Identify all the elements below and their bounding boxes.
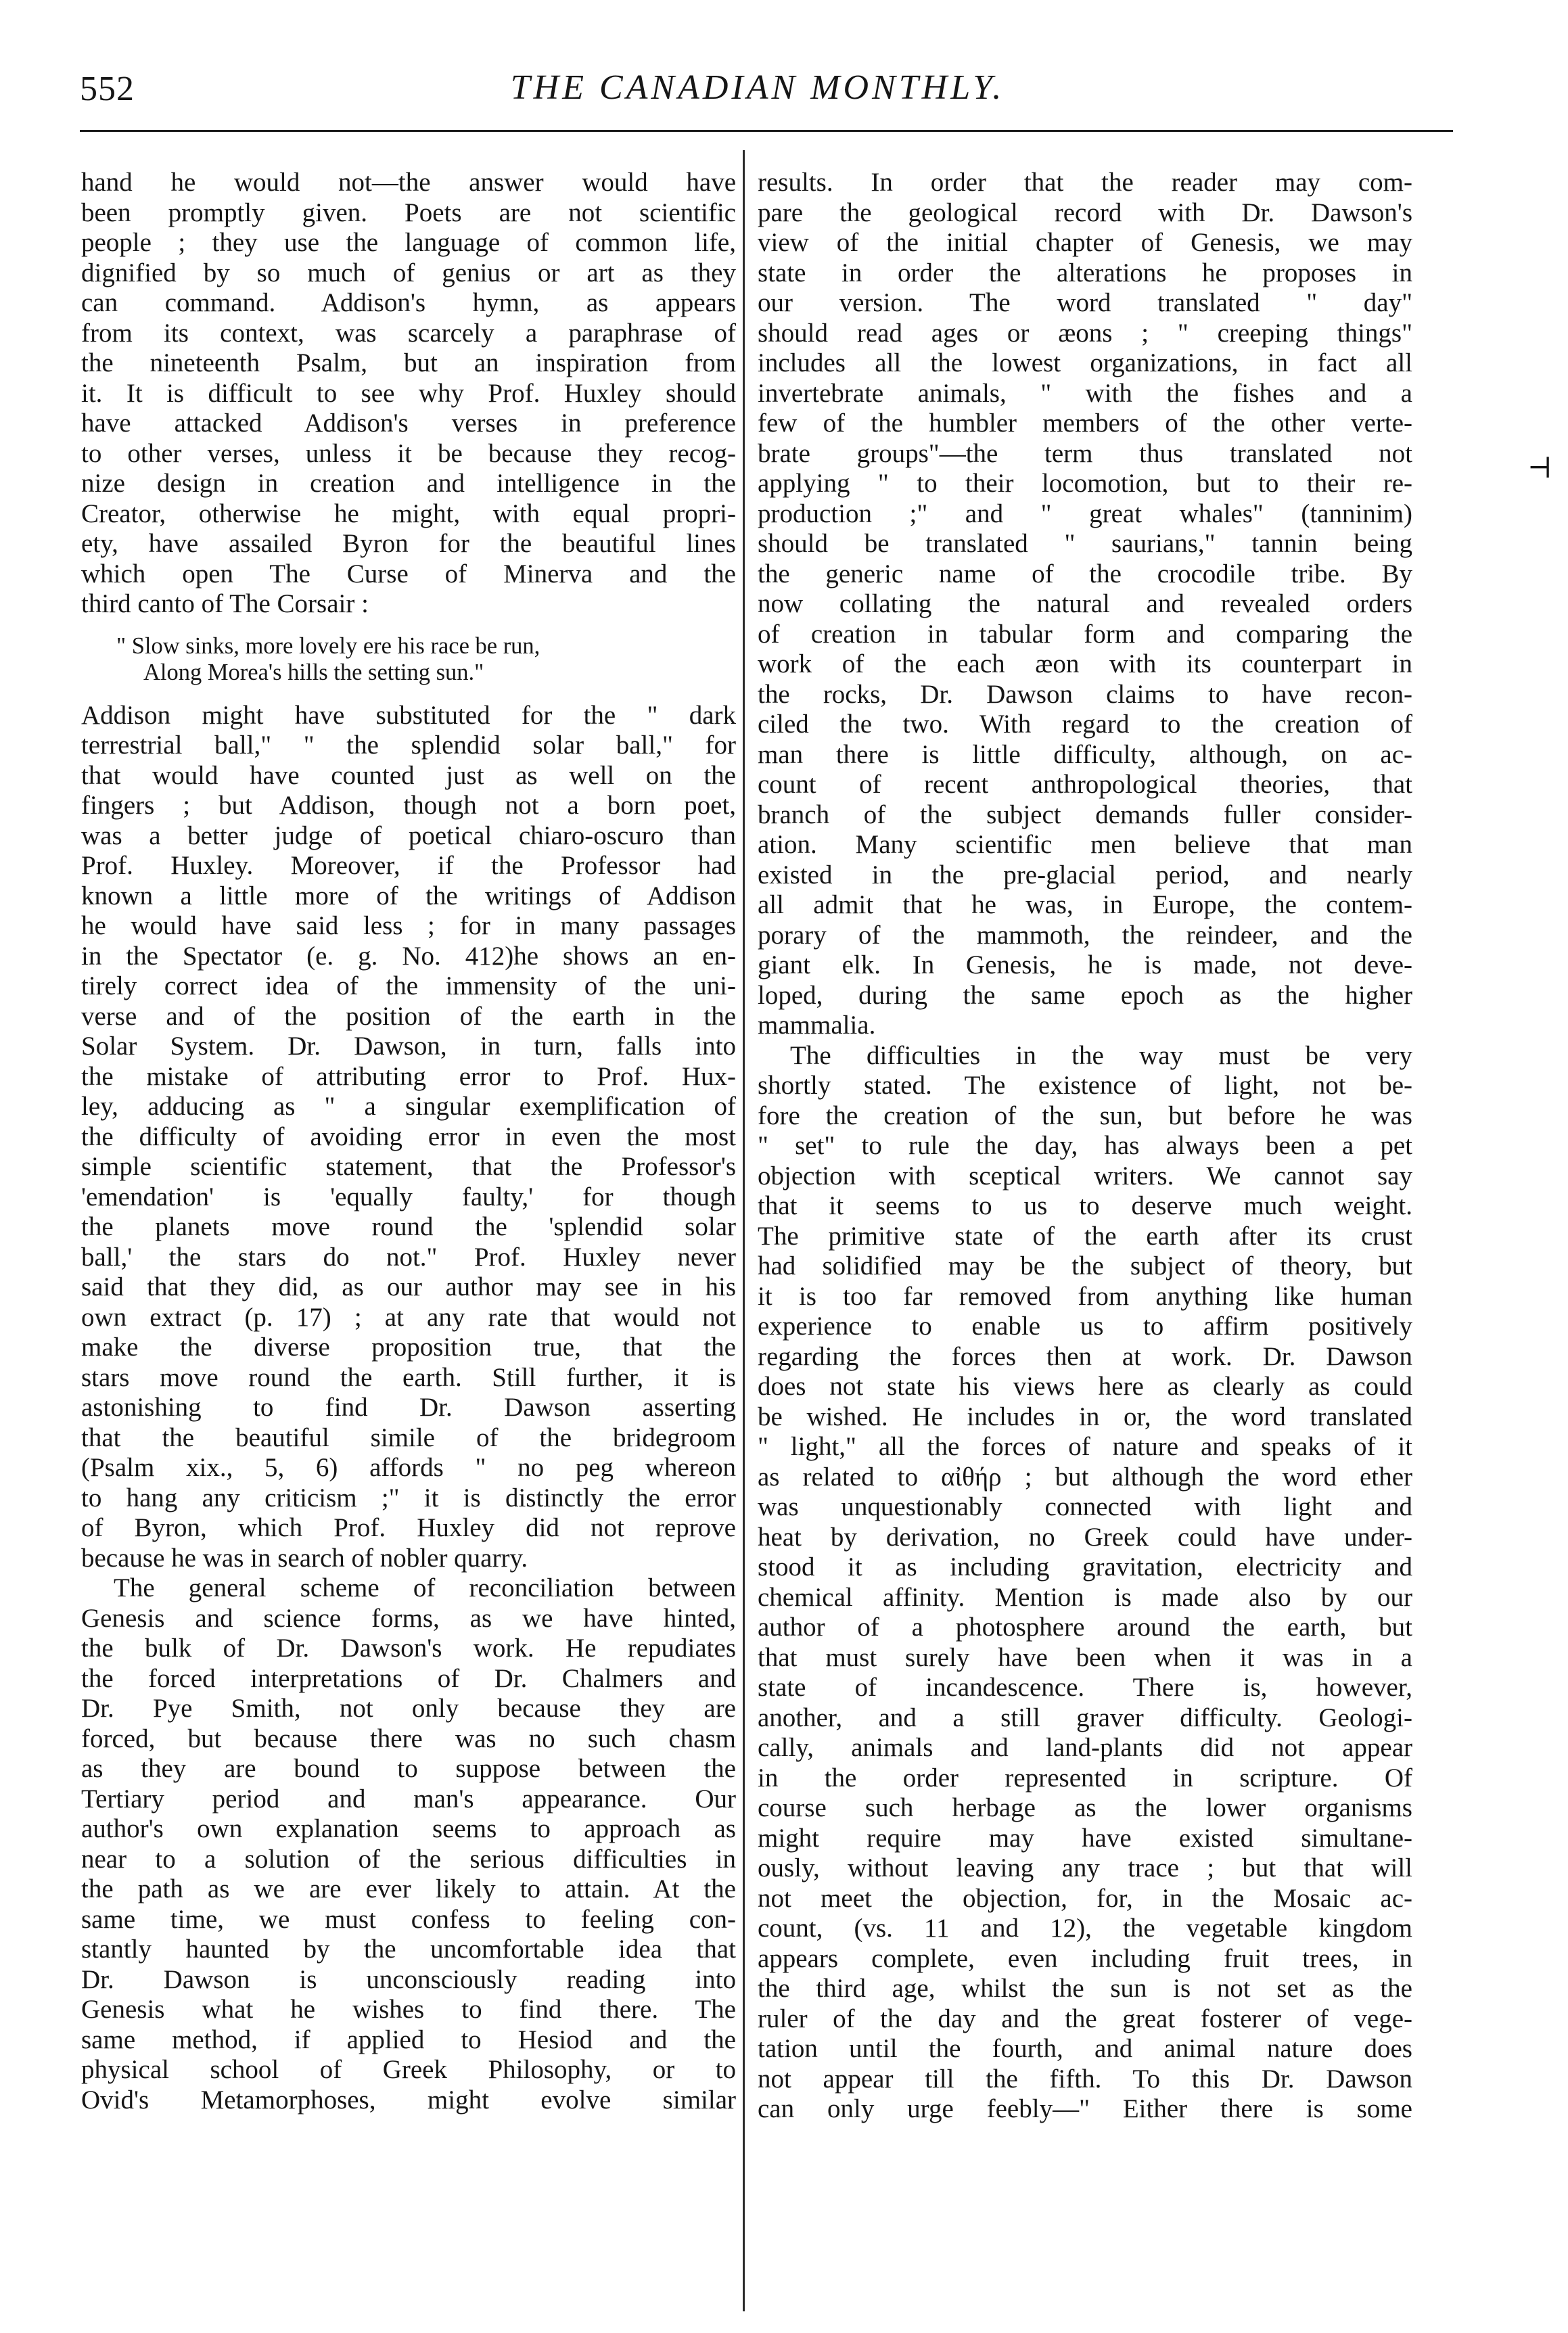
paragraph xyxy=(81,168,736,620)
paragraph xyxy=(81,1573,736,2115)
text-line: Prof. Huxley. Moreover, if the Professor had xyxy=(81,851,736,880)
text-line: the nineteenth Psalm, but an inspiration from xyxy=(81,348,736,377)
text-line: (Psalm xix., 5, 6) affords " no peg whereon xyxy=(81,1453,736,1482)
text-line: porary of the mammoth, the reindeer, and the xyxy=(758,920,1412,950)
page-number: 552 xyxy=(80,70,135,108)
text-line: few of the humbler members of the other verte- xyxy=(758,409,1412,438)
left-column xyxy=(81,168,736,2115)
text-line: ley, adducing as " a singular exemplification of xyxy=(81,1092,736,1121)
text-line: invertebrate animals, " with the fishes and a xyxy=(758,378,1412,408)
text-line: nize design in creation and intelligence in the xyxy=(81,469,736,498)
text-line: to other verses, unless it be because they recog- xyxy=(81,438,736,468)
text-line: same time, we must confess to feeling con- xyxy=(81,1904,736,1934)
text-line: near to a solution of the serious difficulties in xyxy=(81,1844,736,1874)
text-line: chemical affinity. Mention is made also by our xyxy=(758,1582,1412,1612)
text-line: was a better judge of poetical chiaro-oscuro than xyxy=(81,821,736,850)
text-line: verse and of the position of the earth in the xyxy=(81,1001,736,1031)
text-line: as related to αἰθήρ ; but although the word ether xyxy=(758,1462,1412,1492)
text-line: of Byron, which Prof. Huxley did not reprove xyxy=(81,1513,736,1542)
text-line: state in order the alterations he proposes in xyxy=(758,258,1412,287)
text-line: does not state his views here as clearly as could xyxy=(758,1372,1412,1401)
text-line: not appear till the fifth. To this Dr. Dawson xyxy=(758,2064,1412,2094)
text-line: of creation in tabular form and comparing the xyxy=(758,619,1412,649)
text-line: " light," all the forces of nature and speaks of it xyxy=(758,1432,1412,1461)
text-line: author's own explanation seems to approach as xyxy=(81,1814,736,1843)
text-line: regarding the forces then at work. Dr. Dawson xyxy=(758,1341,1412,1371)
text-line: tation until the fourth, and animal nature does xyxy=(758,2034,1412,2063)
text-line: existed in the pre-glacial period, and nearly xyxy=(758,860,1412,890)
text-line: mammalia. xyxy=(758,1011,876,1040)
text-line: people ; they use the language of common life, xyxy=(81,228,736,257)
text-line: can command. Addison's hymn, as appears xyxy=(81,288,736,317)
text-line: all admit that he was, in Europe, the contem- xyxy=(758,890,1412,919)
text-line: our version. The word translated " day" xyxy=(758,288,1412,317)
text-line: appears complete, even including fruit trees, in xyxy=(758,1943,1412,1973)
paragraph xyxy=(758,1041,1412,2125)
text-line: the rocks, Dr. Dawson claims to have recon- xyxy=(758,679,1412,709)
text-line: count, (vs. 11 and 12), the vegetable kingdom xyxy=(758,1914,1412,1943)
text-line: 'emendation' is 'equally faulty,' for though xyxy=(81,1182,736,1211)
text-line: forced, but because there was no such chasm xyxy=(81,1724,736,1753)
text-line: known a little more of the writings of Addison xyxy=(81,881,736,910)
text-line: Solar System. Dr. Dawson, in turn, falls into xyxy=(81,1032,736,1061)
text-line: simple scientific statement, that the Professor's xyxy=(81,1152,736,1181)
text-line: ruler of the day and the great fosterer of vege- xyxy=(758,2004,1412,2033)
text-line: The general scheme of reconciliation between xyxy=(114,1573,736,1602)
text-line: objection with sceptical writers. We cannot say xyxy=(758,1161,1412,1191)
text-line: as they are bound to suppose between the xyxy=(81,1754,736,1783)
text-line: stantly haunted by the uncomfortable idea that xyxy=(81,1935,736,1964)
text-line: he would have said less ; for in many passages xyxy=(81,911,736,940)
text-line: the path as we are ever likely to attain. At the xyxy=(81,1874,736,1903)
text-line: count of recent anthropological theories, that xyxy=(758,770,1412,799)
text-line: tirely correct idea of the immensity of the uni- xyxy=(81,971,736,1000)
text-line: dignified by so much of genius or art as they xyxy=(81,258,736,287)
text-line: the mistake of attributing error to Prof. Hux- xyxy=(81,1061,736,1091)
text-line: not meet the objection, for, in the Mosaic ac- xyxy=(758,1883,1412,1913)
quote-line: " Slow sinks, more lovely ere his race be run, xyxy=(116,632,540,659)
text-line: ation. Many scientific men believe that man xyxy=(758,830,1412,859)
text-line: third canto of The Corsair : xyxy=(81,589,369,618)
text-line: stars move round the earth. Still further, it is xyxy=(81,1362,736,1392)
text-line: the third age, whilst the sun is not set as the xyxy=(758,1974,1412,2003)
text-line: state of incandescence. There is, however, xyxy=(758,1673,1412,1702)
text-line: in the order represented in scripture. Of xyxy=(758,1763,1412,1793)
text-line: that would have counted just as well on the xyxy=(81,760,736,790)
text-line: Creator, otherwise he might, with equal propri- xyxy=(81,499,736,528)
text-line: production ;" and " great whales" (tanninim) xyxy=(758,499,1412,528)
text-line: work of the each æon with its counterpart in xyxy=(758,649,1412,678)
text-line: make the diverse proposition true, that the xyxy=(81,1333,736,1362)
text-line: be wished. He includes in or, the word translated xyxy=(758,1402,1412,1431)
text-line: author of a photosphere around the earth, but xyxy=(758,1613,1412,1642)
text-line: ball,' the stars do not." Prof. Huxley never xyxy=(81,1242,736,1272)
text-line: astonishing to find Dr. Dawson asserting xyxy=(81,1393,736,1422)
text-line: Ovid's Metamorphoses, might evolve similar xyxy=(81,2085,736,2115)
right-column xyxy=(758,168,1412,2125)
text-line: fingers ; but Addison, though not a born poet, xyxy=(81,791,736,820)
text-line: ously, without leaving any trace ; but that will xyxy=(758,1853,1412,1882)
text-line: another, and a still graver difficulty. Geologi- xyxy=(758,1703,1412,1732)
text-line: was unquestionably connected with light and xyxy=(758,1492,1412,1521)
running-title: THE CANADIAN MONTHLY. xyxy=(510,68,1005,107)
text-line: said that they did, as our author may see in his xyxy=(81,1272,736,1301)
text-line: ciled the two. With regard to the creation of xyxy=(758,710,1412,739)
text-line: The primitive state of the earth after its crust xyxy=(758,1221,1412,1251)
text-line: that must surely have been when it was in a xyxy=(758,1642,1412,1672)
header-rule xyxy=(80,130,1453,132)
text-line: Dr. Pye Smith, not only because they are xyxy=(81,1694,736,1723)
text-line: in the Spectator (e. g. No. 412)he shows an en- xyxy=(81,941,736,971)
text-line: that it seems to us to deserve much weight. xyxy=(758,1191,1412,1220)
text-line: terrestrial ball," " the splendid solar ball," for xyxy=(81,731,736,760)
text-line: loped, during the same epoch as the higher xyxy=(758,980,1412,1010)
text-line: physical school of Greek Philosophy, or to xyxy=(81,2055,736,2084)
text-line: course such herbage as the lower organisms xyxy=(758,1793,1412,1822)
text-line: the bulk of Dr. Dawson's work. He repudiates xyxy=(81,1634,736,1663)
text-line: fore the creation of the sun, but before he was xyxy=(758,1101,1412,1130)
text-line: view of the initial chapter of Genesis, we may xyxy=(758,228,1412,257)
paragraph xyxy=(758,168,1412,1041)
verse-quotation xyxy=(81,633,736,686)
text-line: it. It is difficult to see why Prof. Huxley should xyxy=(81,378,736,408)
text-line: the forced interpretations of Dr. Chalmers and xyxy=(81,1663,736,1693)
text-line: the generic name of the crocodile tribe. By xyxy=(758,559,1412,588)
column-divider xyxy=(743,150,745,2311)
text-line: to hang any criticism ;" it is distinctly the error xyxy=(81,1483,736,1512)
text-line: Addison might have substituted for the " dark xyxy=(81,700,736,730)
text-line: now collating the natural and revealed orders xyxy=(758,589,1412,618)
text-line: stood it as including gravitation, electricity and xyxy=(758,1552,1412,1581)
text-line: Tertiary period and man's appearance. Our xyxy=(81,1784,736,1814)
text-line: can only urge feebly—" Either there is some xyxy=(758,2094,1412,2123)
text-line: pare the geological record with Dr. Dawson's xyxy=(758,198,1412,227)
text-line: cally, animals and land-plants did not appear xyxy=(758,1733,1412,1762)
text-line: had solidified may be the subject of theory, but xyxy=(758,1251,1412,1280)
text-line: the difficulty of avoiding error in even the most xyxy=(81,1122,736,1151)
page-header xyxy=(0,0,1568,142)
text-line: Dr. Dawson is unconsciously reading into xyxy=(81,1964,736,1994)
text-line: same method, if applied to Hesiod and the xyxy=(81,2025,736,2054)
text-line: might require may have existed simultane- xyxy=(758,1823,1412,1853)
text-line: because he was in search of nobler quarry. xyxy=(81,1543,528,1573)
text-line: should be translated " saurians," tannin being xyxy=(758,529,1412,558)
text-line: the planets move round the 'splendid solar xyxy=(81,1212,736,1241)
text-line: heat by derivation, no Greek could have under- xyxy=(758,1522,1412,1552)
text-line: The difficulties in the way must be very xyxy=(790,1040,1412,1070)
text-line: have attacked Addison's verses in preference xyxy=(81,409,736,438)
text-line: been promptly given. Poets are not scientific xyxy=(81,198,736,227)
text-line: that the beautiful simile of the bridegroom xyxy=(81,1423,736,1452)
text-line: Genesis what he wishes to find there. The xyxy=(81,1995,736,2024)
text-line: results. In order that the reader may com- xyxy=(758,168,1412,197)
text-line: hand he would not—the answer would have xyxy=(81,168,736,197)
text-line: Genesis and science forms, as we have hinted, xyxy=(81,1603,736,1633)
text-line: ety, have assailed Byron for the beautiful lines xyxy=(81,529,736,558)
text-line: from its context, was scarcely a paraphrase of xyxy=(81,318,736,348)
text-line: it is too far removed from anything like human xyxy=(758,1281,1412,1311)
text-line: " set" to rule the day, has always been a pet xyxy=(758,1131,1412,1160)
text-line: experience to enable us to affirm positively xyxy=(758,1312,1412,1341)
text-line: giant elk. In Genesis, he is made, not deve- xyxy=(758,950,1412,979)
text-line: applying " to their locomotion, but to their re- xyxy=(758,469,1412,498)
text-line: brate groups"—the term thus translated not xyxy=(758,438,1412,468)
paragraph xyxy=(81,701,736,1574)
quote-line: Along Morea's hills the setting sun." xyxy=(143,659,484,685)
text-line: should read ages or æons ; " creeping things" xyxy=(758,318,1412,348)
text-line: man there is little difficulty, although, on ac- xyxy=(758,739,1412,769)
margin-mark: ⊣ xyxy=(1527,453,1552,484)
text-line: which open The Curse of Minerva and the xyxy=(81,559,736,588)
text-line: includes all the lowest organizations, in fact all xyxy=(758,348,1412,377)
text-line: branch of the subject demands fuller consider- xyxy=(758,800,1412,829)
text-line: own extract (p. 17) ; at any rate that would not xyxy=(81,1302,736,1332)
text-line: shortly stated. The existence of light, not be- xyxy=(758,1071,1412,1100)
